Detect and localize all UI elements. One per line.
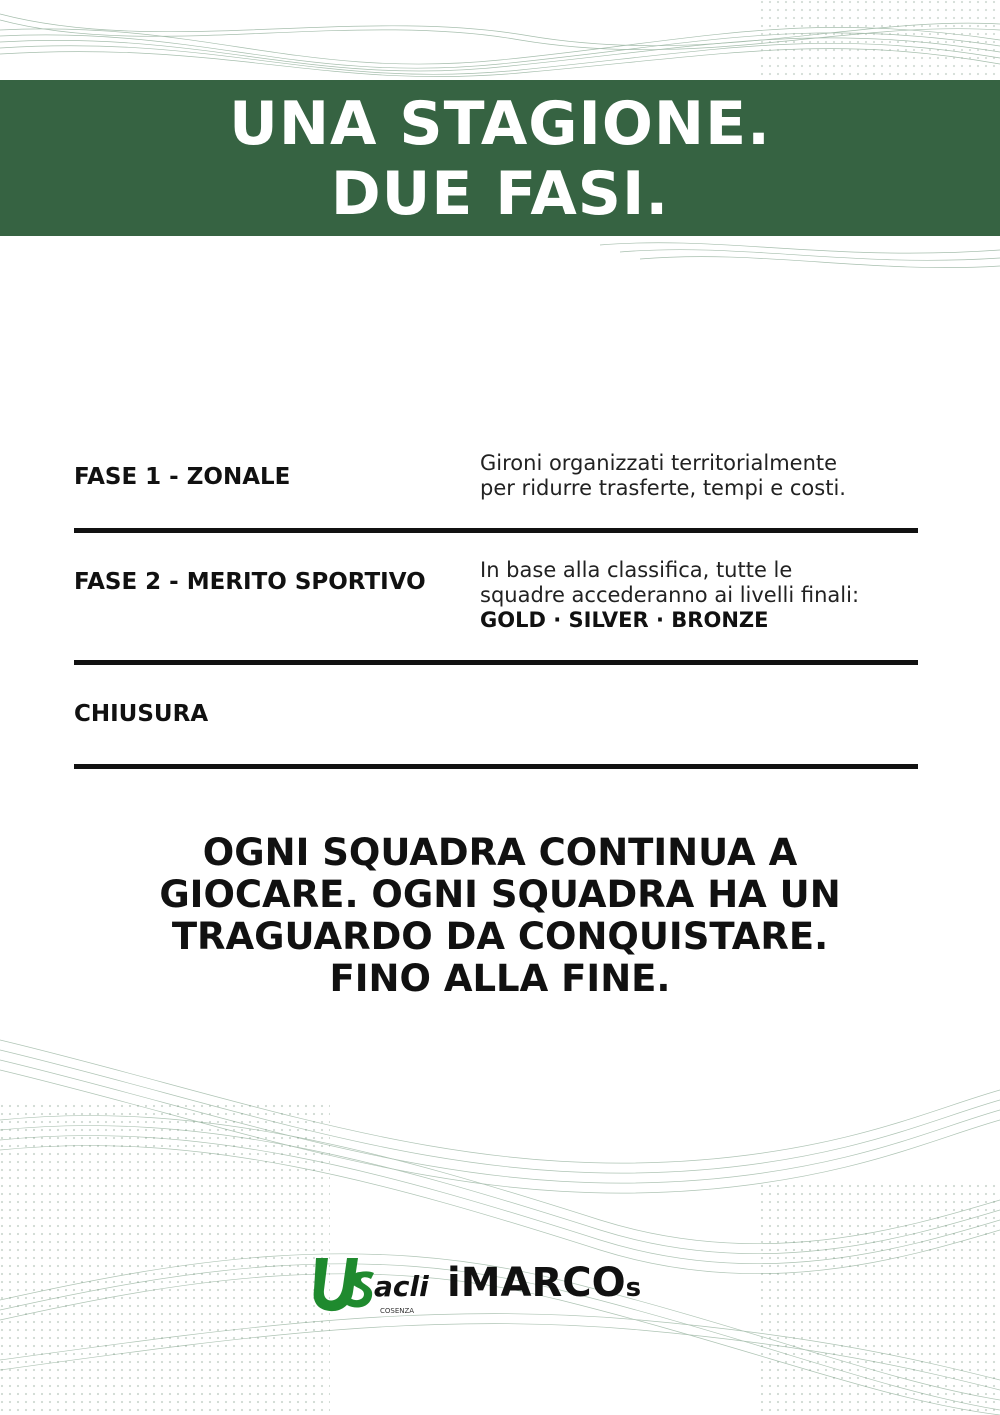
title-banner xyxy=(0,80,1000,236)
closing-line-1: OGNI SQUADRA CONTINUA A xyxy=(202,831,798,874)
phase-1-description-line-1: Gironi organizzati territorialmente xyxy=(480,451,838,475)
phase-2-levels: GOLD · SILVER · BRONZE xyxy=(480,608,769,632)
imarcos-logo xyxy=(447,1258,641,1313)
banner-title-line-2: DUE FASI. xyxy=(330,159,670,229)
phase-3-label: CHIUSURA xyxy=(74,701,209,727)
sponsor-logos xyxy=(310,1250,710,1325)
closing-line-2: GIOCARE. OGNI SQUADRA HA UN xyxy=(159,873,841,916)
phase-2-description-line-2: squadre accederanno ai livelli finali: xyxy=(480,583,860,607)
banner-title-line-1: UNA STAGIONE. xyxy=(229,89,771,159)
closing-line-3: TRAGUARDO DA CONQUISTARE. xyxy=(171,915,829,958)
phase-2-description xyxy=(480,558,920,633)
divider-rule xyxy=(74,764,918,769)
phase-2-label: FASE 2 - MERITO SPORTIVO xyxy=(74,569,426,595)
closing-statement xyxy=(0,832,1000,1000)
closing-line-4: FINO ALLA FINE. xyxy=(329,957,671,1000)
divider-rule xyxy=(74,528,918,533)
phase-1-description xyxy=(480,451,920,501)
phase-2-description-line-1: In base alla classifica, tutte le xyxy=(480,558,793,582)
svg-text:acli: acli xyxy=(374,1270,429,1303)
bottom-dots-left xyxy=(0,1100,330,1415)
imarcos-logo-main: iMARCO xyxy=(447,1260,626,1306)
phase-1-label: FASE 1 - ZONALE xyxy=(74,464,291,490)
imarcos-logo-suffix: s xyxy=(625,1273,642,1303)
usacli-cosenza-logo xyxy=(310,1250,430,1322)
svg-text:COSENZA: COSENZA xyxy=(380,1307,415,1315)
bottom-dots-right xyxy=(760,1180,1000,1415)
phase-1-description-line-2: per ridurre trasferte, tempi e costi. xyxy=(480,476,846,500)
top-right-dots xyxy=(760,0,1000,80)
divider-rule xyxy=(74,660,918,665)
